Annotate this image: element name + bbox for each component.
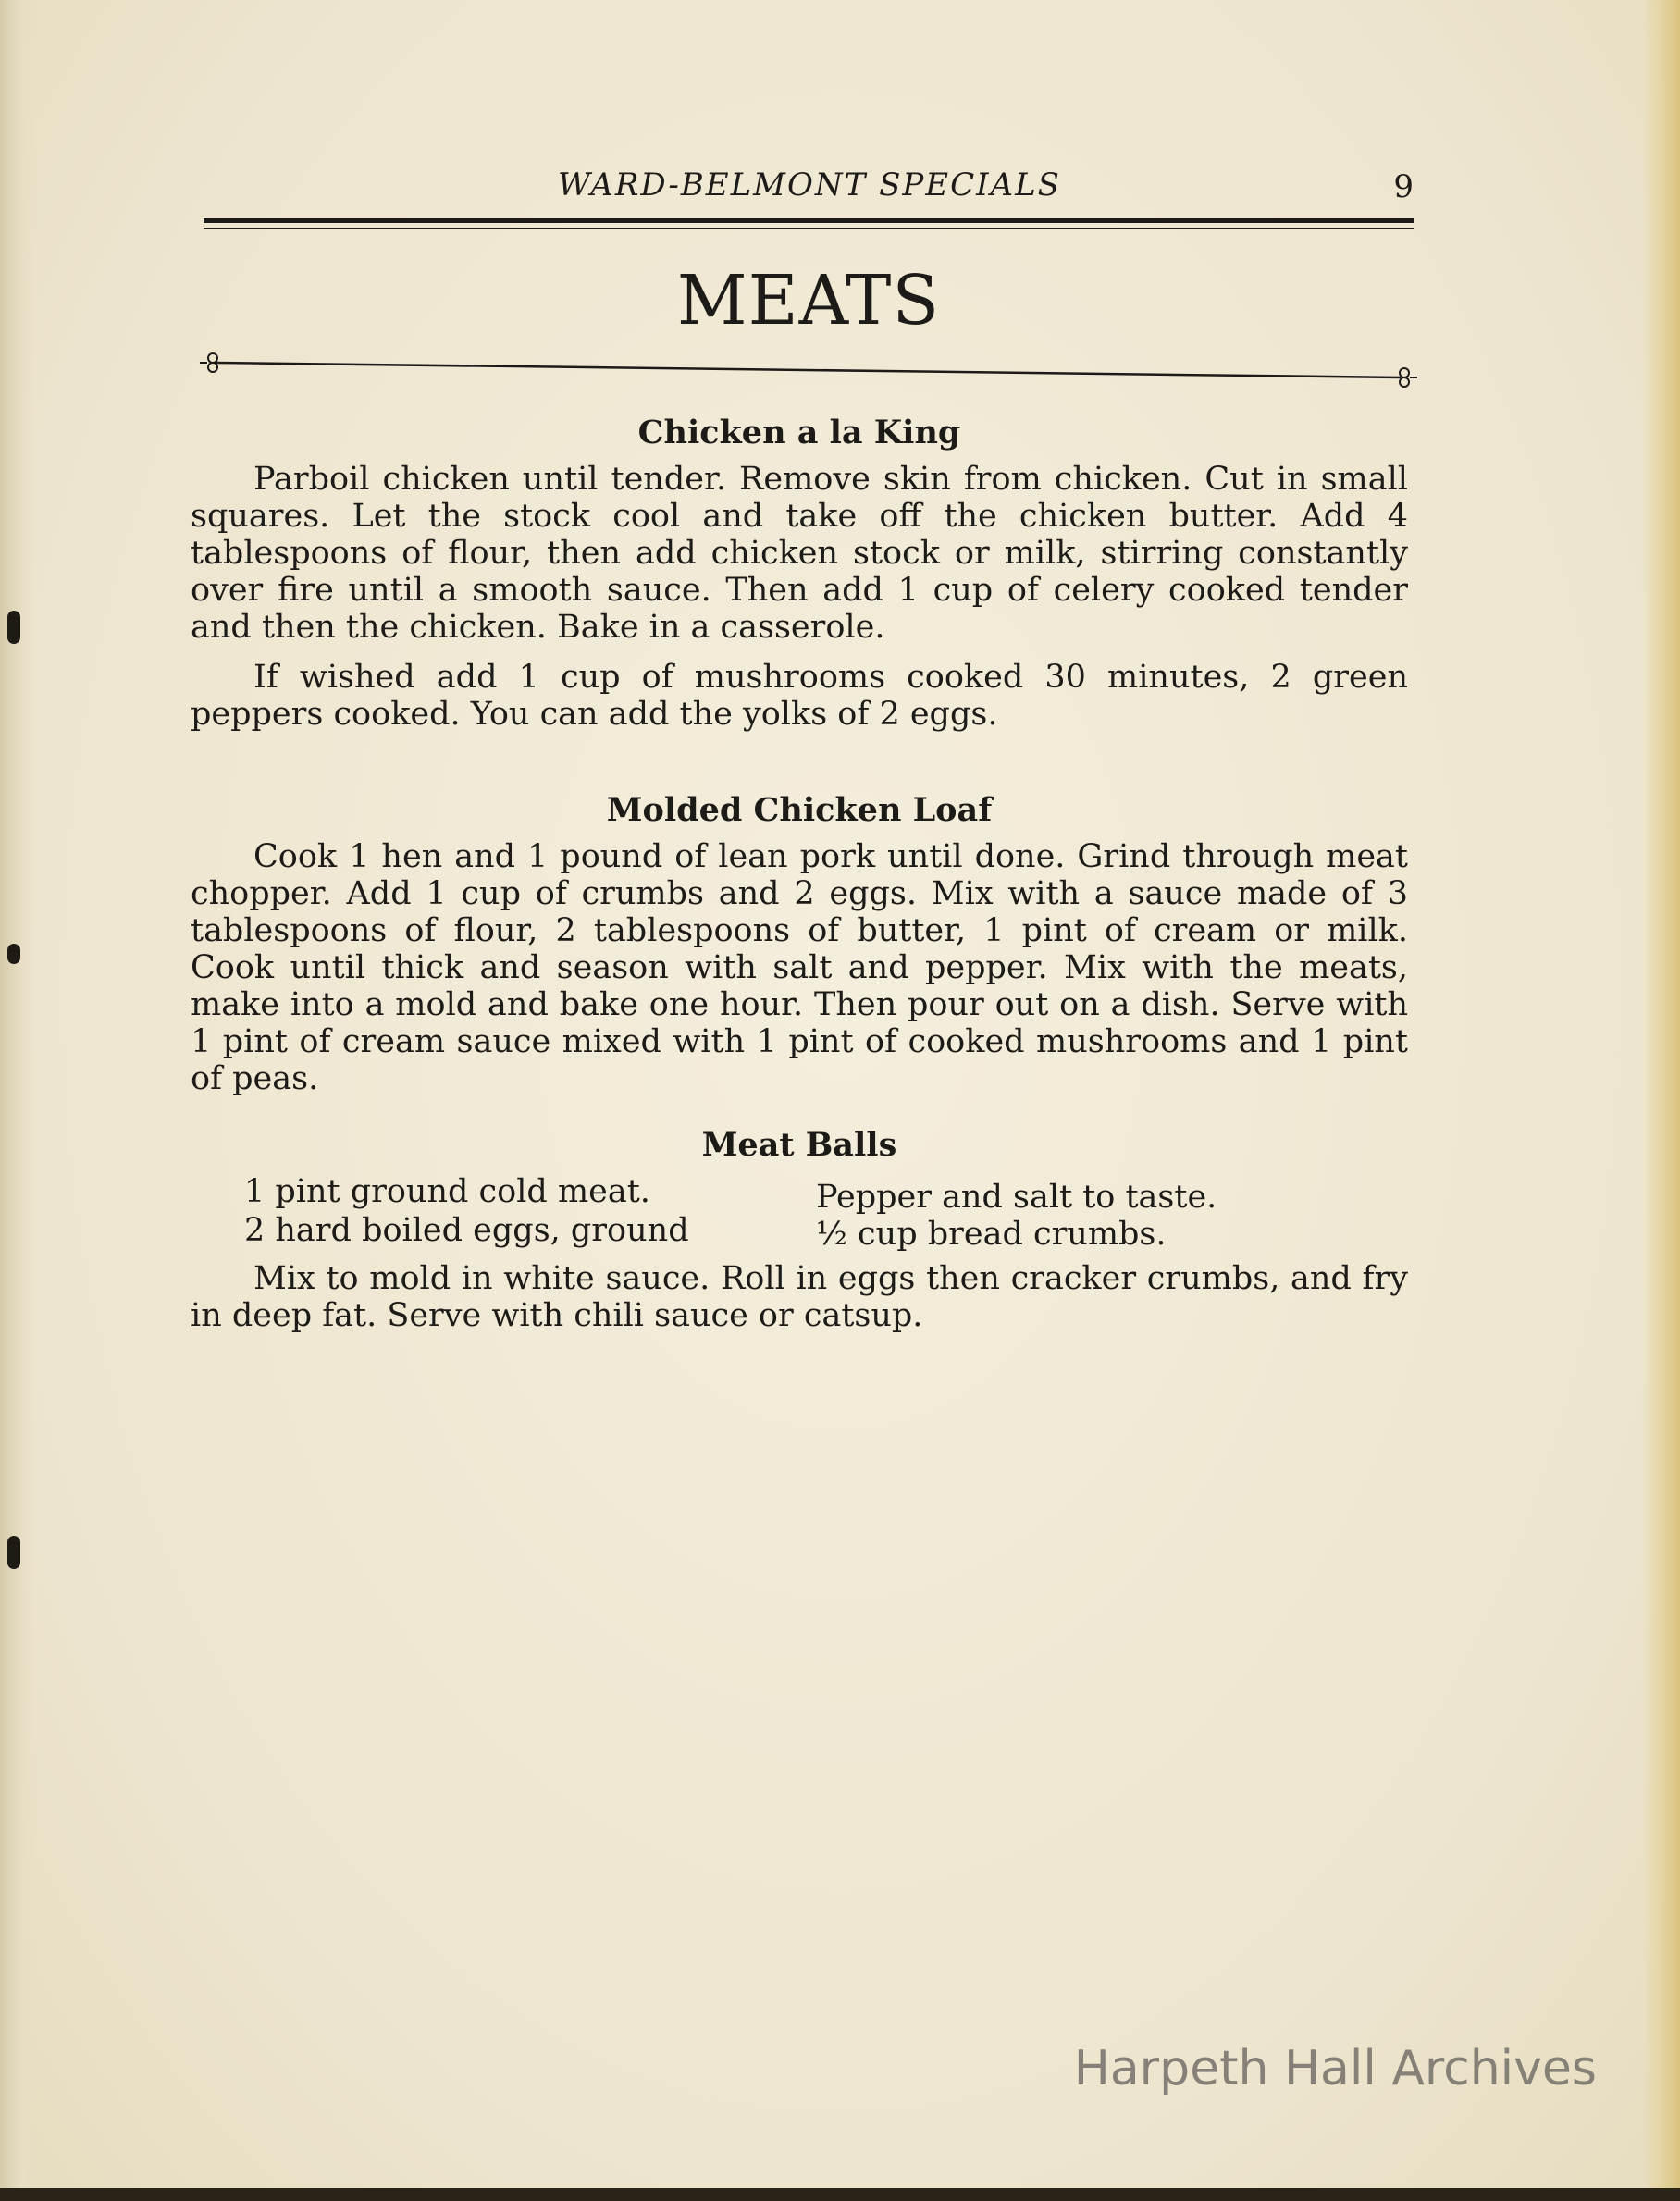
ingredient-item: 1 pint ground cold meat. — [244, 1173, 650, 1210]
recipe-chicken-a-la-king — [191, 414, 1408, 733]
ingredient-item: ½ cup bread crumbs. — [816, 1216, 1167, 1253]
recipe-paragraph: Cook 1 hen and 1 pound of lean pork until done. Grind through meat chopper. Add 1 cup of crumbs and 2 eggs. Mix with a sauce made of 3 tablespoons of flour, 2 tablespoons of butter, 1 pint of cream or milk. Cook until thick and season with salt and pepper. Mix with the meats, make into a mold and bake one hour. Then pour out on a dish. Serve with 1 pint of cream sauce mixed with 1 pint of cooked mushrooms and 1 pint of peas. — [191, 838, 1408, 1097]
recipe-title: Meat Balls — [701, 1126, 897, 1164]
running-head — [204, 167, 1415, 213]
recipe-paragraph: Mix to mold in white sauce. Roll in eggs then cracker crumbs, and fry in deep fat. Serve with chili sauce or catsup. — [191, 1260, 1408, 1334]
ingredient-item: Pepper and salt to taste. — [816, 1179, 1217, 1216]
recipe-title: Molded Chicken Loaf — [606, 791, 993, 829]
recipe-paragraph: If wished add 1 cup of mushrooms cooked 30 minutes, 2 green peppers cooked. You can add the yolks of 2 eggs. — [191, 659, 1408, 733]
recipe-meat-balls — [191, 1127, 1408, 1334]
binding-hole — [7, 944, 20, 964]
recipe-title: Chicken a la King — [637, 414, 961, 451]
page-edge-stain — [1643, 0, 1680, 2201]
section-title: MEATS — [676, 261, 941, 340]
recipe-molded-chicken-loaf — [191, 792, 1408, 1097]
binding-hole — [7, 1536, 20, 1569]
header-double-rule — [204, 218, 1414, 229]
page-gutter-shadow — [0, 0, 35, 2201]
scan-bottom-edge — [0, 2188, 1680, 2201]
ingredient-list — [191, 1173, 1408, 1251]
ornamental-rule — [200, 352, 1417, 389]
archive-watermark: Harpeth Hall Archives — [1073, 2041, 1597, 2096]
binding-hole — [7, 611, 20, 644]
running-head-title: WARD-BELMONT SPECIALS — [558, 167, 1061, 204]
recipe-paragraph: Parboil chicken until tender. Remove skin from chicken. Cut in small squares. Let the stock cool and take off the chicken butter. Add 4 tablespoons of flour, then add chicken stock or milk, stirring constantly over fire until a smooth sauce. Then add 1 cup of celery cooked tender and then the chicken. Bake in a casserole. — [191, 461, 1408, 646]
page-number: 9 — [1393, 168, 1415, 205]
ingredient-item: 2 hard boiled eggs, ground — [244, 1212, 689, 1249]
recipe-content — [191, 414, 1408, 1347]
